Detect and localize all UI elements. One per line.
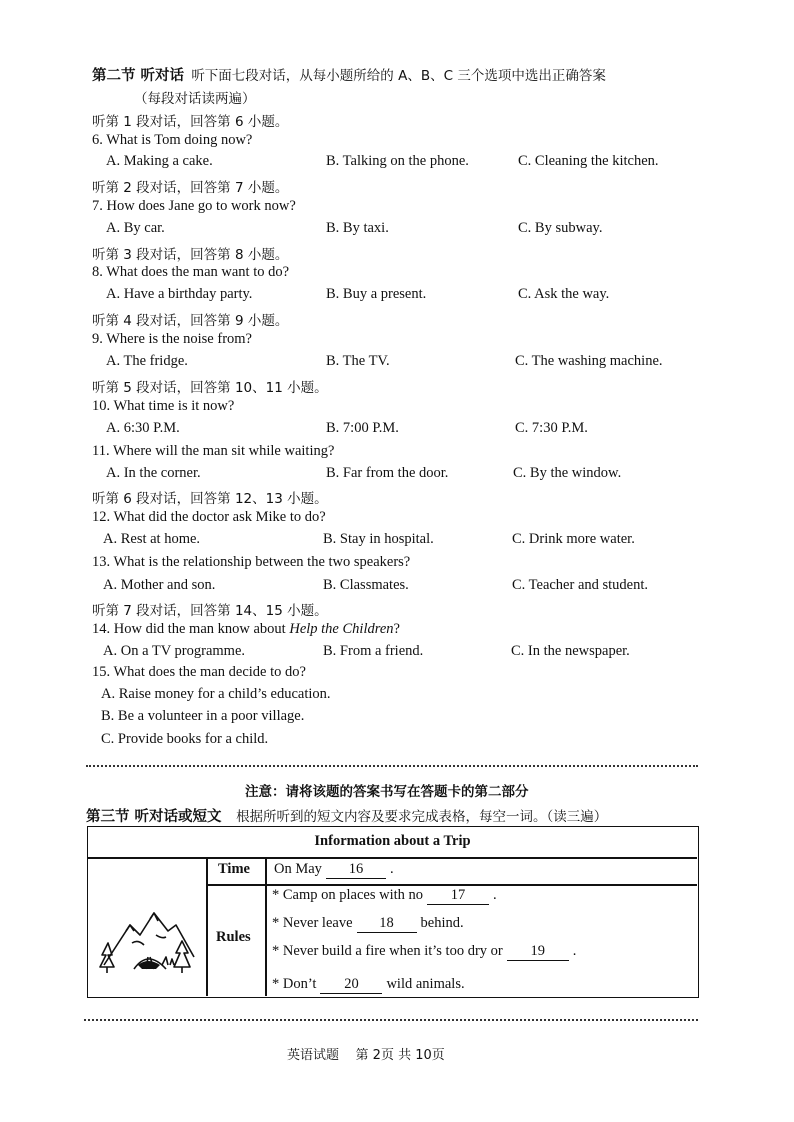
rule-1-text: * Camp on places with no (272, 887, 424, 903)
question-6: 6. What is Tom doing now? (92, 132, 253, 148)
rule-1-period: . (493, 887, 497, 903)
question-14-title: Help the Children (289, 621, 394, 637)
q13-option-b[interactable]: B. Classmates. (323, 577, 409, 593)
q12-option-b[interactable]: B. Stay in hospital. (323, 531, 434, 547)
table-col-divider-2 (265, 857, 267, 996)
q11-option-c[interactable]: C. By the window. (513, 465, 622, 481)
trip-info-table (87, 826, 699, 998)
dotted-separator (86, 765, 698, 767)
q7-option-c[interactable]: C. By subway. (518, 220, 603, 236)
q14-option-b[interactable]: B. From a friend. (323, 643, 424, 659)
section2-instruction-2: （每段对话读两遍） (134, 91, 256, 107)
table-col-divider-1 (206, 857, 208, 996)
rules-label: Rules (216, 929, 251, 945)
dialog-intro-1: 听第 1 段对话，回答第 6 小题。 (92, 114, 289, 130)
question-10: 10. What time is it now? (92, 398, 235, 414)
rule-3 (272, 943, 576, 961)
blank-17[interactable]: 17 (427, 887, 489, 905)
blank-18[interactable]: 18 (357, 915, 417, 933)
dialog-intro-5: 听第 5 段对话，回答第 10、11 小题。 (92, 380, 328, 396)
rule-3-period: . (572, 943, 577, 959)
question-8: 8. What does the man want to do? (92, 264, 290, 280)
footer-page: 第 2页 共 10页 (355, 1048, 445, 1063)
q11-option-b[interactable]: B. Far from the door. (326, 465, 449, 481)
q15-option-b[interactable]: B. Be a volunteer in a poor village. (101, 708, 305, 724)
q12-option-c[interactable]: C. Drink more water. (512, 531, 635, 547)
q7-option-b[interactable]: B. By taxi. (326, 220, 389, 236)
section2-header (92, 64, 606, 85)
section3-instruction: 根据所听到的短文内容及要求完成表格，每空一词。（读三遍） (236, 809, 608, 825)
section2-instruction: 听下面七段对话，从每小题所给的 A、B、C 三个选项中选出正确答案 (191, 68, 606, 84)
footer-subject: 英语试题 (287, 1048, 340, 1063)
q10-option-c[interactable]: C. 7:30 P.M. (515, 420, 588, 436)
q10-option-b[interactable]: B. 7:00 P.M. (326, 420, 399, 436)
answer-note: 注意：请将该题的答案书写在答题卡的第二部分 (245, 784, 529, 800)
q15-option-c[interactable]: C. Provide books for a child. (101, 731, 269, 747)
time-label: Time (218, 861, 250, 877)
section3-header (86, 805, 607, 826)
question-14-text: 14. How did the man know about (92, 621, 290, 637)
q9-option-a[interactable]: A. The fridge. (106, 353, 188, 369)
question-7: 7. How does Jane go to work now? (92, 198, 296, 214)
question-14-end: ? (393, 621, 400, 637)
q11-option-a[interactable]: A. In the corner. (106, 465, 201, 481)
blank-19[interactable]: 19 (507, 943, 569, 961)
q8-option-c[interactable]: C. Ask the way. (518, 286, 610, 302)
rule-4 (272, 976, 465, 994)
q8-option-a[interactable]: A. Have a birthday party. (106, 286, 253, 302)
question-14 (92, 621, 400, 638)
rule-2-after: behind. (420, 915, 464, 931)
q6-option-b[interactable]: B. Talking on the phone. (326, 153, 469, 169)
dialog-intro-6: 听第 6 段对话，回答第 12、13 小题。 (92, 491, 328, 507)
table-title: Information about a Trip (314, 833, 471, 849)
q10-option-a[interactable]: A. 6:30 P.M. (106, 420, 180, 436)
table-row-divider (207, 884, 697, 886)
time-row (274, 861, 394, 879)
q8-option-b[interactable]: B. Buy a present. (326, 286, 427, 302)
rule-2-text: * Never leave (272, 915, 353, 931)
time-text: On May (274, 861, 322, 877)
q6-option-a[interactable]: A. Making a cake. (106, 153, 213, 169)
rule-4-after: wild animals. (386, 976, 465, 992)
q15-option-a[interactable]: A. Raise money for a child’s education. (101, 686, 331, 702)
q12-option-a[interactable]: A. Rest at home. (103, 531, 201, 547)
footer-dotted-separator (84, 1019, 698, 1021)
section2-title: 第二节 听对话 (92, 68, 185, 84)
q9-option-c[interactable]: C. The washing machine. (515, 353, 663, 369)
footer (287, 1044, 445, 1063)
question-13: 13. What is the relationship between the two speakers? (92, 554, 411, 570)
dialog-intro-7: 听第 7 段对话，回答第 14、15 小题。 (92, 603, 328, 619)
q13-option-a[interactable]: A. Mother and son. (103, 577, 216, 593)
question-11: 11. Where will the man sit while waiting? (92, 443, 335, 459)
question-9: 9. Where is the noise from? (92, 331, 252, 347)
section3-title: 第三节 听对话或短文 (86, 809, 222, 825)
q14-option-c[interactable]: C. In the newspaper. (511, 643, 630, 659)
blank-16[interactable]: 16 (326, 861, 386, 879)
mountain-camp-icon (96, 895, 200, 977)
dialog-intro-3: 听第 3 段对话，回答第 8 小题。 (92, 247, 289, 263)
q9-option-b[interactable]: B. The TV. (326, 353, 390, 369)
q6-option-c[interactable]: C. Cleaning the kitchen. (518, 153, 659, 169)
rule-1 (272, 887, 497, 905)
blank-20[interactable]: 20 (320, 976, 382, 994)
dialog-intro-4: 听第 4 段对话，回答第 9 小题。 (92, 313, 289, 329)
q14-option-a[interactable]: A. On a TV programme. (103, 643, 246, 659)
rule-4-text: * Don’t (272, 976, 317, 992)
rule-2 (272, 915, 464, 933)
dialog-intro-2: 听第 2 段对话，回答第 7 小题。 (92, 180, 289, 196)
table-header-divider (88, 857, 697, 859)
q7-option-a[interactable]: A. By car. (106, 220, 165, 236)
q13-option-c[interactable]: C. Teacher and student. (512, 577, 649, 593)
question-12: 12. What did the doctor ask Mike to do? (92, 509, 326, 525)
time-period: . (389, 861, 394, 877)
question-15: 15. What does the man decide to do? (92, 664, 306, 680)
rule-3-text: * Never build a fire when it’s too dry or (272, 943, 503, 959)
